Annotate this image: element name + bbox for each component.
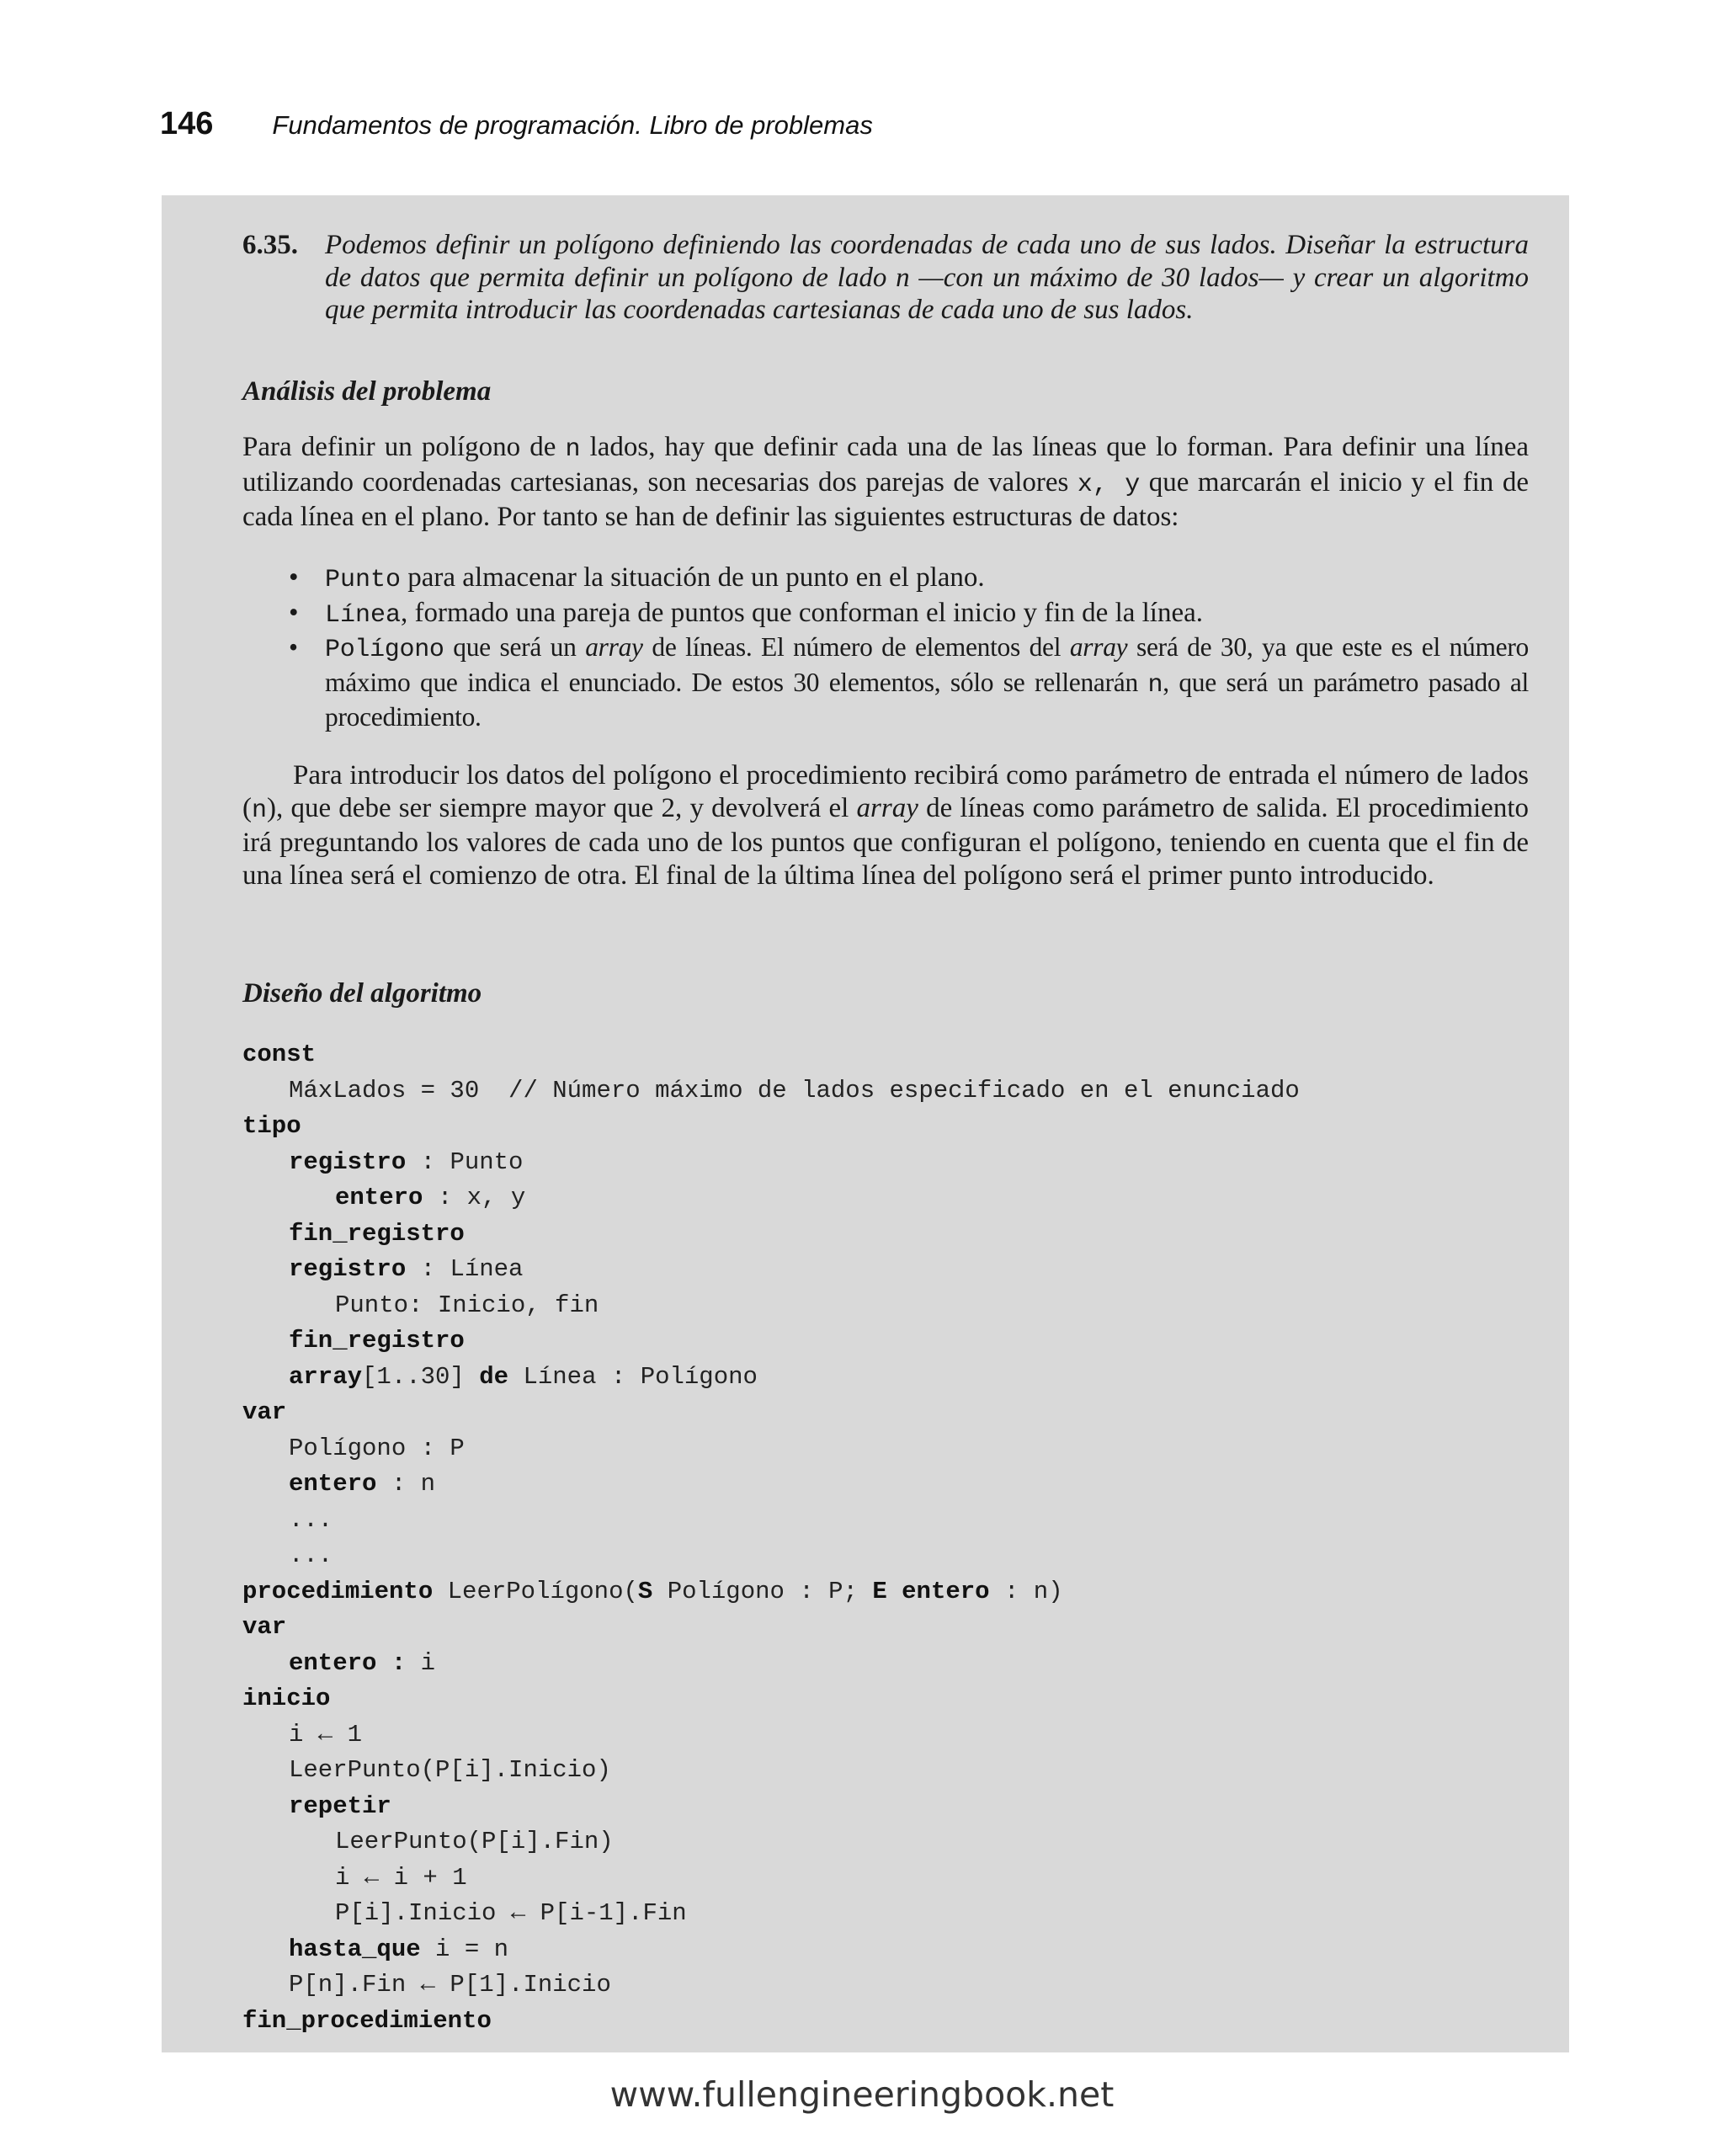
code-text: i = n [420, 1935, 509, 1963]
code-line [242, 1109, 1300, 1145]
code-keyword: registro [289, 1147, 407, 1176]
code-keyword: const [242, 1041, 317, 1068]
code-keyword: inicio [242, 1685, 331, 1712]
code-line: ... [289, 1541, 333, 1569]
code-keyword: de [479, 1362, 509, 1391]
code-text: : Punto [406, 1147, 524, 1176]
code-text: LeerPolígono( [433, 1577, 638, 1605]
code-text: : x, y [423, 1184, 526, 1211]
code-line [242, 1395, 1300, 1431]
emphasis: array [1069, 632, 1128, 662]
code-keyword: entero [289, 1470, 377, 1498]
code-keyword: repetir [289, 1791, 391, 1820]
code-keyword: entero [335, 1184, 423, 1211]
code-keyword: procedimiento [242, 1577, 434, 1605]
code-inline: Polígono [325, 636, 444, 664]
code-keyword: fin_procedimiento [242, 2006, 492, 2035]
emphasis: array [856, 792, 918, 823]
code-keyword: hasta_que [289, 1935, 421, 1963]
code-keyword: tipo [242, 1112, 301, 1140]
text-run: lados, hay que definir cada una de las líneas que lo forman. Para definir una línea utilizando coordenadas cartesianas, son necesarias dos parejas de valores [242, 432, 1530, 498]
code-keyword: S [637, 1577, 653, 1605]
structures-list [242, 562, 1529, 734]
list-item [242, 562, 1529, 597]
text-run: que marcarán el inicio y el fin de cada línea en el plano. Por tanto se han de definir las siguientes estructuras de datos: [242, 466, 1529, 532]
code-text: i [406, 1648, 436, 1677]
code-line: ... [289, 1505, 333, 1534]
code-inline: n [252, 796, 268, 825]
code-text: : n) [989, 1577, 1063, 1605]
code-line [242, 1323, 1300, 1360]
analysis-paragraph-2 [242, 759, 1529, 892]
code-line [242, 1681, 1300, 1717]
code-line [242, 1789, 1300, 1825]
code-keyword: fin_registro [289, 1219, 465, 1248]
code-keyword: fin_registro [289, 1327, 465, 1355]
text-run: , que será un parámetro pasado al procedimiento. [325, 667, 1529, 732]
problem-number: 6.35. [242, 230, 298, 260]
code-inline: n [565, 435, 581, 464]
code-inline: x, y [1077, 470, 1141, 499]
code-line [242, 1574, 1300, 1610]
code-line: Punto: Inicio, fin [335, 1291, 599, 1319]
code-keyword: var [242, 1398, 287, 1426]
text-run: Para introducir los datos del polígono el procedimiento recibirá como parámetro de entrada el número de lados ( [242, 760, 1529, 823]
code-line: i ← 1 [289, 1720, 363, 1749]
footer-url: www.fullengineeringbook.net [609, 2074, 1115, 2115]
code-text: Polígono : P; [652, 1577, 873, 1605]
code-line [242, 1252, 1300, 1288]
list-item [242, 597, 1529, 632]
code-text: : Línea [406, 1255, 524, 1283]
code-line [242, 1467, 1300, 1503]
exercise-box [162, 195, 1569, 2052]
code-text: Línea : Polígono [508, 1362, 758, 1391]
pseudocode-block [242, 1037, 1300, 2039]
code-line: LeerPunto(P[i].Inicio) [289, 1756, 611, 1784]
code-keyword: E entero [872, 1577, 990, 1605]
code-line: Polígono : P [289, 1434, 465, 1462]
code-line [242, 1037, 1300, 1073]
analysis-paragraph-1 [242, 431, 1529, 534]
code-keyword: registro [289, 1255, 407, 1283]
text-run: ), que debe ser siempre mayor que 2, y devolverá el [267, 792, 857, 823]
code-line: i ← i + 1 [335, 1863, 467, 1892]
code-line [242, 1180, 1300, 1216]
page-number: 146 [160, 106, 214, 141]
problem-statement [242, 229, 1529, 327]
code-line: P[n].Fin ← P[1].Inicio [289, 1971, 611, 1999]
code-line [242, 1932, 1300, 1968]
code-line [242, 1646, 1300, 1682]
text-run: para almacenar la situación de un punto en el plano. [401, 562, 985, 593]
emphasis: array [585, 632, 643, 662]
text-run: de líneas como parámetro de salida. El procedimiento irá preguntando los valores de cada uno de los puntos que configuran el polígono, teniendo en cuenta que el fin de una línea será el comienzo de otra. El final de la última línea del polígono será el primer punto introducido. [242, 792, 1529, 891]
text-run: será de 30, ya que este es el número máximo que indica el enunciado. De estos 30 elementos, sólo se rellenarán [325, 632, 1529, 697]
code-line [242, 1145, 1300, 1181]
code-keyword: var [242, 1613, 287, 1641]
code-line: MáxLados = 30 // Número máximo de lados especificado en el enunciado [289, 1076, 1300, 1105]
code-line [242, 1216, 1300, 1253]
design-heading: Diseño del algoritmo [242, 978, 482, 1009]
code-keyword: array [289, 1362, 363, 1391]
code-line [242, 2004, 1300, 2040]
analysis-heading: Análisis del problema [242, 376, 492, 407]
code-line: P[i].Inicio ← P[i-1].Fin [335, 1899, 687, 1927]
code-line [242, 1610, 1300, 1646]
text-run: que será un [444, 632, 586, 662]
text-run: , formado una pareja de puntos que conforman el inicio y fin de la línea. [401, 597, 1204, 628]
code-line: LeerPunto(P[i].Fin) [335, 1828, 614, 1855]
code-inline: Línea [325, 600, 402, 630]
text-run: Para definir un polígono de [242, 432, 566, 462]
running-title: Fundamentos de programación. Libro de problemas [272, 110, 873, 140]
code-keyword: entero : [289, 1648, 407, 1677]
code-inline: n [1147, 670, 1163, 700]
code-inline: Punto [325, 566, 402, 594]
page-header [160, 106, 873, 157]
code-text: : n [376, 1470, 436, 1498]
list-item [242, 631, 1529, 734]
problem-text: Podemos definir un polígono definiendo las coordenadas de cada uno de sus lados. Diseñar la estructura de datos que permita definir un polígono de lado n —con un máximo de 30 lados— y crear un algoritmo que permita introducir las coordenadas cartesianas de cada uno de sus lados. [325, 230, 1529, 325]
code-line [242, 1360, 1300, 1396]
text-run: de líneas. El número de elementos del [642, 632, 1070, 662]
code-text: [1..30] [362, 1362, 480, 1391]
